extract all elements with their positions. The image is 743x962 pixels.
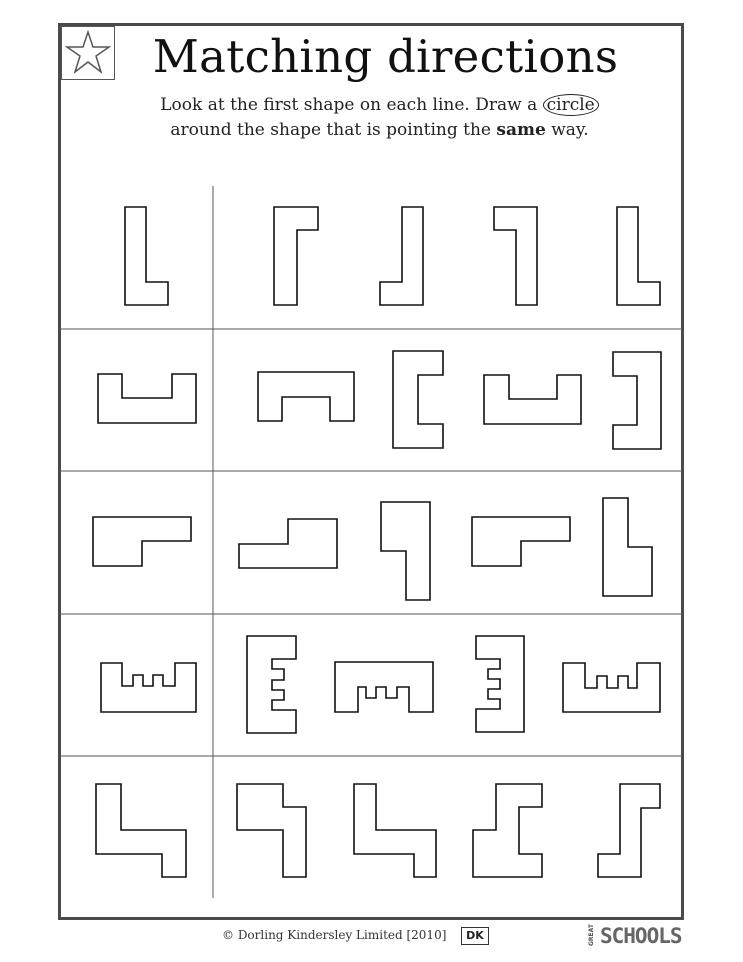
emphasis-word: same bbox=[496, 120, 546, 140]
circled-word: circle bbox=[543, 94, 599, 116]
shape-example-row-1 bbox=[125, 207, 168, 305]
shape-choice-row-5[interactable] bbox=[237, 784, 306, 877]
shape-choice-row-1[interactable] bbox=[380, 207, 423, 305]
page-title: Matching directions bbox=[152, 30, 619, 83]
shape-choice-row-2[interactable] bbox=[393, 351, 443, 448]
shape-choice-row-5[interactable] bbox=[473, 784, 542, 877]
instruction-text-2: around the shape that is pointing the bbox=[170, 120, 491, 140]
grid-lines bbox=[60, 186, 682, 898]
shape-choice-row-4[interactable] bbox=[247, 636, 296, 733]
shape-choice-row-2[interactable] bbox=[484, 375, 581, 424]
copyright-text: © Dorling Kindersley Limited [2010] bbox=[222, 928, 447, 942]
shape-choice-row-1[interactable] bbox=[617, 207, 660, 305]
shape-example-row-5 bbox=[96, 784, 186, 877]
shape-example-row-3 bbox=[93, 517, 191, 566]
shape-choice-row-5[interactable] bbox=[598, 784, 660, 877]
shape-choice-row-4[interactable] bbox=[476, 636, 524, 732]
dk-logo: DK bbox=[461, 927, 489, 945]
brand-logo: SCHOOLS bbox=[600, 924, 682, 948]
shape-choice-row-2[interactable] bbox=[258, 372, 354, 421]
shape-choice-row-5[interactable] bbox=[354, 784, 436, 877]
shape-choice-row-1[interactable] bbox=[274, 207, 318, 305]
instruction-text-1: Look at the first shape on each line. Draw a bbox=[160, 95, 538, 115]
instruction-text-3: way. bbox=[551, 120, 589, 140]
shape-choice-row-4[interactable] bbox=[563, 663, 660, 712]
shape-choice-row-3[interactable] bbox=[472, 517, 570, 566]
shape-choice-row-3[interactable] bbox=[239, 519, 337, 568]
shape-example-row-2 bbox=[98, 374, 196, 423]
shape-choice-row-2[interactable] bbox=[613, 352, 661, 449]
shape-choice-row-1[interactable] bbox=[494, 207, 537, 305]
shape-choice-row-3[interactable] bbox=[381, 502, 430, 600]
brand-small-text: GREAT bbox=[588, 924, 595, 946]
shape-choice-row-3[interactable] bbox=[603, 498, 652, 596]
shape-example-row-4 bbox=[101, 663, 196, 712]
shape-choice-row-4[interactable] bbox=[335, 662, 433, 712]
